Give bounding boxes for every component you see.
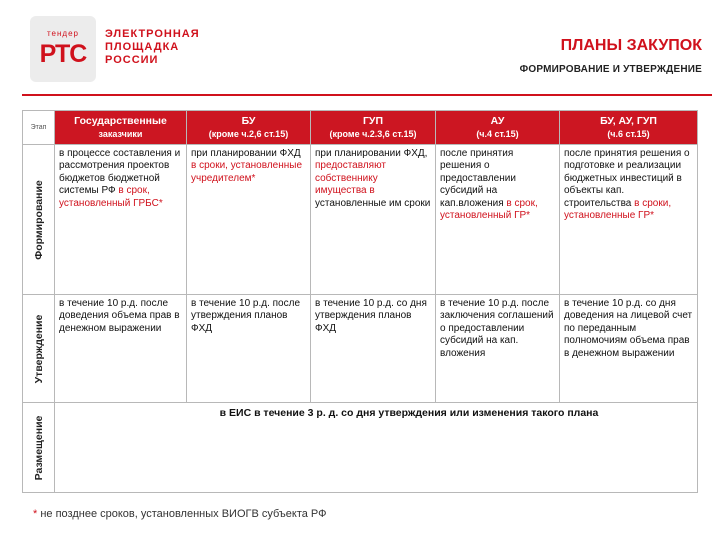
- column-title: БУ, АУ, ГУП: [600, 114, 657, 127]
- logo-caption-line: РОССИИ: [105, 54, 159, 66]
- column-title: ГУП: [362, 114, 384, 127]
- table-row-approval: [23, 295, 698, 403]
- table-row-placement: [23, 403, 698, 493]
- logo-caption: [105, 28, 200, 67]
- table-cell: при планировании ФХД, предоставляют собственнику имущества в установленные им сроки: [311, 145, 436, 295]
- table-cell: в течение 10 р.д. после утверждения планов ФХД: [187, 295, 311, 403]
- table-cell: в течение 10 р.д. после заключения соглашений о предоставлении субсидий на кап. вложения: [436, 295, 560, 403]
- column-subtitle: (ч.4 ст.15): [476, 128, 519, 139]
- stage-column-header: Этап: [23, 111, 55, 145]
- column-title: БУ: [241, 114, 256, 127]
- page-title: ПЛАНЫ ЗАКУПОК: [560, 37, 702, 54]
- table-row-formation: [23, 145, 698, 295]
- page-subtitle: ФОРМИРОВАНИЕ И УТВЕРЖДЕНИЕ: [519, 64, 702, 75]
- logo-caption-line: ЭЛЕКТРОННАЯ: [105, 28, 200, 40]
- column-header-au: [436, 111, 560, 145]
- logo-badge: [30, 16, 96, 82]
- column-title: Государственные: [74, 114, 167, 127]
- placement-cell: в ЕИС в течение 3 р. д. со дня утверждения или изменения такого плана: [55, 403, 698, 493]
- table-cell: в течение 10 р.д. после доведения объема прав в денежном выражении: [55, 295, 187, 403]
- column-title: АУ: [490, 114, 505, 127]
- table-cell: в течение 10 р.д. со дня доведения на лицевой счет по переданным полномочиям объема прав в денежном выражении: [560, 295, 698, 403]
- column-header-bu-au-gup: [560, 111, 698, 145]
- footnote-text: не позднее сроков, установленных ВИОГВ субъекта РФ: [37, 508, 327, 520]
- logo-caption-line: ПЛОЩАДКА: [105, 41, 180, 53]
- footnote-mark: *: [33, 508, 38, 520]
- header-divider: [22, 94, 712, 96]
- column-subtitle: (ч.6 ст.15): [607, 128, 650, 139]
- column-header-bu: [187, 111, 311, 145]
- column-subtitle: заказчики: [98, 128, 143, 139]
- stage-label-placement: Размещение: [23, 403, 55, 493]
- column-header-gup: [311, 111, 436, 145]
- stage-label-formation: Формирование: [23, 145, 55, 295]
- table-cell: после принятия решения о предоставлении субсидий на кап.вложения в срок, установленный ГР*: [436, 145, 560, 295]
- stage-label-approval: Утверждение: [23, 295, 55, 403]
- table-header-row: [23, 111, 698, 145]
- column-header-gov: [55, 111, 187, 145]
- table-cell: в течение 10 р.д. со дня утверждения планов ФХД: [311, 295, 436, 403]
- logo-main-text: РТС: [39, 40, 87, 68]
- table-cell: в процессе составления и рассмотрения проектов бюджетов бюджетной системы РФ в срок, установленный ГРБС*: [55, 145, 187, 295]
- table-cell: после принятия решения о подготовке и реализации бюджетных инвестиций в объекты кап. строительства в сроки, установленные ГР*: [560, 145, 698, 295]
- procurement-plan-table: [22, 110, 698, 493]
- logo-small-text: тендер: [46, 29, 79, 38]
- table-cell: при планировании ФХД в сроки, установленные учредителем*: [187, 145, 311, 295]
- column-subtitle: (кроме ч.2.3,6 ст.15): [329, 128, 417, 139]
- footnote: [33, 508, 327, 520]
- column-subtitle: (кроме ч.2,6 ст.15): [208, 128, 289, 139]
